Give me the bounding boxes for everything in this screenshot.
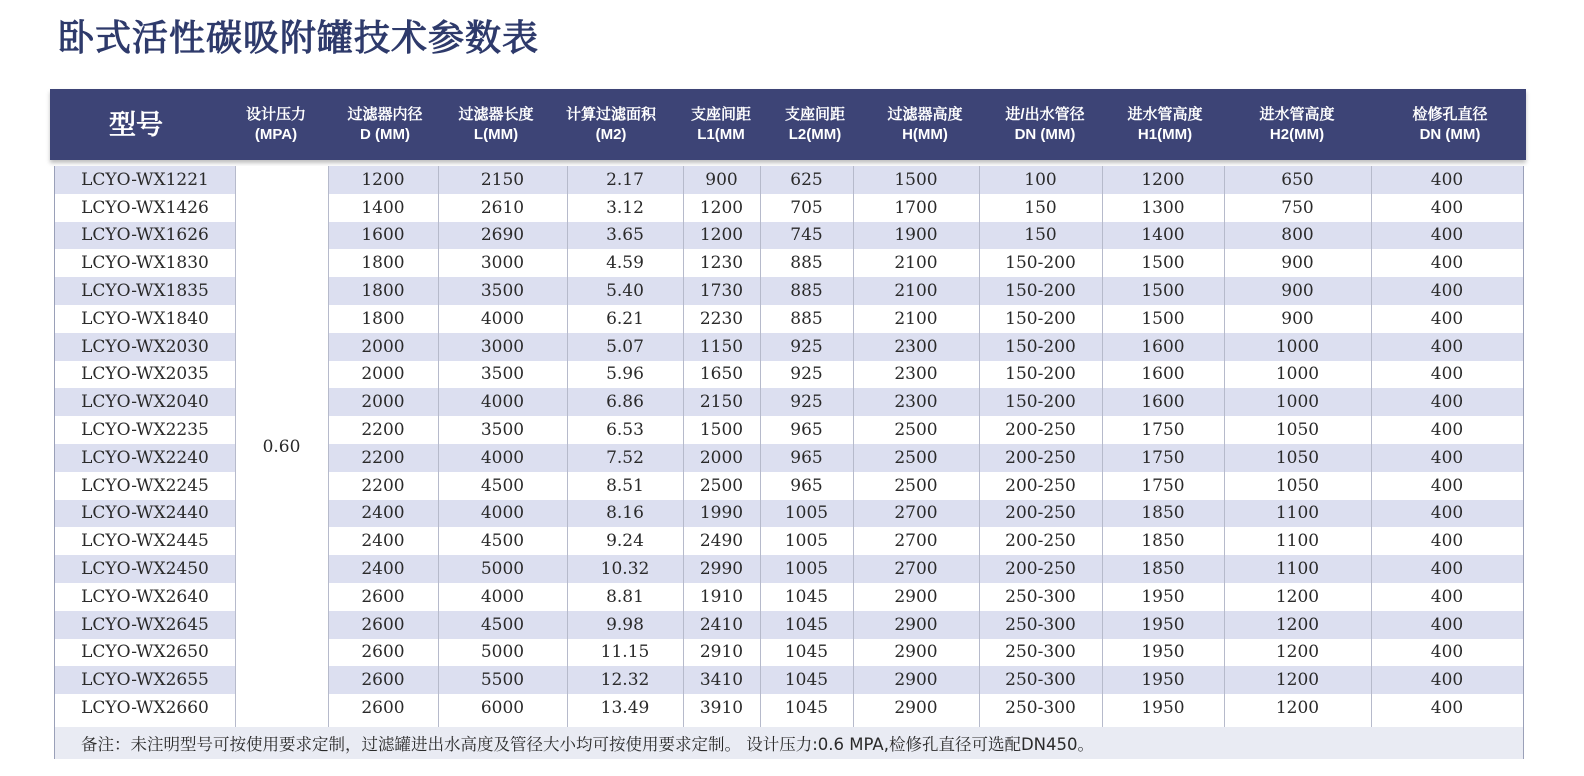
table-cell: 650 [1281,169,1314,190]
table-cell: LCYO-WX2640 [81,586,209,607]
table-cell: 2100 [894,253,938,274]
table-cell: 1045 [784,586,829,607]
header-cell [860,89,990,160]
table-cell: 2600 [361,670,405,691]
table-cell: 1950 [1141,614,1185,635]
table-cell: 5.96 [606,364,644,385]
table-cell: 4000 [480,392,525,413]
table-cell: 2900 [894,614,938,635]
table-cell: 2150 [699,392,744,413]
table-cell: 1500 [1141,253,1185,274]
table-cell: 2500 [894,420,938,441]
table-cell: 4500 [480,531,525,552]
column-divider [1102,166,1103,727]
table-cell: 400 [1430,197,1464,218]
table-cell: 3500 [480,364,525,385]
table-cell: LCYO-WX2040 [81,392,209,413]
table-cell: 1750 [1141,420,1185,441]
table-cell: 400 [1430,392,1464,413]
table-cell: 885 [790,253,823,274]
header-cell [1100,89,1230,160]
table-cell: 5.07 [606,336,644,357]
table-cell: 2500 [894,447,938,468]
table-cell: 1005 [784,559,829,580]
header-line2: L2(MM) [788,125,842,143]
header-line2: H2(MM) [1269,125,1325,143]
table-cell: 150-200 [1005,253,1076,274]
header-line2: DN (MM) [1419,125,1481,143]
table-cell: 400 [1430,670,1464,691]
table-cell: 1800 [361,308,405,329]
header-cell [431,89,561,160]
table-cell: 2700 [894,559,938,580]
table-cell: 1600 [361,225,405,246]
table-cell: 1050 [1275,447,1320,468]
table-cell: 6.53 [606,420,644,441]
table-cell: 965 [790,447,823,468]
table-cell: 1200 [1275,698,1320,719]
table-cell: 12.32 [600,670,650,691]
header-line1: 支座间距 [784,105,845,123]
table-cell: LCYO-WX2235 [81,420,209,441]
table-cell: 1200 [1275,642,1320,663]
table-cell: 200-250 [1005,559,1076,580]
table-cell: 11.15 [600,642,650,663]
table-cell: LCYO-WX2245 [81,475,209,496]
design-pressure-cell: 0.60 [235,166,328,727]
table-cell: 9.24 [606,531,644,552]
table-cell: 3500 [480,420,525,441]
table-cell: 8.51 [606,475,644,496]
table-cell: 2000 [699,447,744,468]
table-cell: 1230 [699,253,744,274]
page-title: 卧式活性碳吸附罐技术参数表 [58,18,540,59]
table-cell: 200-250 [1005,475,1076,496]
table-cell: 2500 [894,475,938,496]
spec-table [54,166,1524,727]
table-cell: 250-300 [1005,670,1076,691]
table-cell: LCYO-WX2035 [81,364,209,385]
table-cell: 1045 [784,642,829,663]
table-cell: LCYO-WX2450 [81,559,209,580]
table-cell: 1200 [1275,586,1320,607]
table-cell: 3000 [480,253,525,274]
table-cell: 100 [1024,169,1057,190]
table-cell: 2700 [894,503,938,524]
table-cell: 900 [1281,308,1314,329]
table-cell: 2000 [361,364,405,385]
table-cell: 150 [1024,197,1057,218]
table-cell: 2600 [361,642,405,663]
table-cell: 13.49 [600,698,650,719]
header-line1: 型号 [109,109,163,140]
table-cell: LCYO-WX2240 [81,447,209,468]
table-cell: 400 [1430,364,1464,385]
table-cell: LCYO-WX1626 [81,225,209,246]
table-cell: 3.12 [606,197,644,218]
table-cell: 1800 [361,281,405,302]
table-cell: LCYO-WX2645 [81,614,209,635]
table-cell: 6.86 [606,392,644,413]
table-cell: LCYO-WX2030 [81,336,209,357]
header-line1: 检修孔直径 [1412,105,1488,123]
table-cell: 1200 [699,225,744,246]
table-cell: LCYO-WX2445 [81,531,209,552]
table-cell: 1950 [1141,670,1185,691]
table-cell: 1000 [1275,364,1320,385]
table-cell: 2230 [699,308,744,329]
table-header [50,89,1526,160]
table-cell: 1100 [1275,503,1320,524]
table-cell: 2000 [361,336,405,357]
table-cell: 1050 [1275,475,1320,496]
table-cell: 1400 [1141,225,1185,246]
table-cell: 4000 [480,503,525,524]
table-cell: 150-200 [1005,308,1076,329]
table-cell: 400 [1430,475,1464,496]
note-text: 备注：未注明型号可按使用要求定制，过滤罐进出水高度及管径大小均可按使用要求定制。 设计压力:0.6 MPA,检修孔直径可选配DN450。 [81,735,1094,754]
table-cell: 925 [790,336,823,357]
table-cell: 4000 [480,447,525,468]
table-cell: 400 [1430,642,1464,663]
table-cell: 4000 [480,308,525,329]
header-line1: 过滤器高度 [887,105,963,123]
table-cell: 200-250 [1005,531,1076,552]
table-cell: 200-250 [1005,447,1076,468]
table-cell: 2500 [699,475,744,496]
table-cell: 400 [1430,447,1464,468]
table-cell: 2700 [894,531,938,552]
table-cell: 10.32 [600,559,650,580]
column-divider [1224,166,1225,727]
table-cell: 2690 [480,225,525,246]
table-cell: 9.98 [606,614,644,635]
table-cell: 2900 [894,586,938,607]
table-cell: 1700 [894,197,938,218]
table-cell: LCYO-WX2655 [81,670,209,691]
table-cell: 2000 [361,392,405,413]
header-line1: 过滤器长度 [458,105,534,123]
table-cell: 400 [1430,225,1464,246]
table-cell: 2400 [361,503,405,524]
table-cell: LCYO-WX1835 [81,281,209,302]
table-cell: 6.21 [606,308,644,329]
table-cell: 400 [1430,281,1464,302]
table-cell: 1800 [361,253,405,274]
table-cell: 150-200 [1005,364,1076,385]
table-cell: 5000 [480,642,525,663]
table-cell: 8.81 [606,586,644,607]
table-cell: 2.17 [606,169,644,190]
table-cell: 2300 [894,336,938,357]
column-divider [853,166,854,727]
table-cell: 400 [1430,614,1464,635]
table-cell: 1100 [1275,531,1320,552]
table-cell: LCYO-WX1221 [81,169,209,190]
table-cell: 965 [790,475,823,496]
table-cell: 4500 [480,475,525,496]
header-cell [1385,89,1515,160]
column-divider [235,166,236,727]
table-cell: 3910 [699,698,744,719]
table-cell: 1200 [361,169,405,190]
table-cell: 2490 [699,531,744,552]
table-cell: 1045 [784,670,829,691]
table-cell: 2900 [894,698,938,719]
column-divider [438,166,439,727]
table-cell: 8.16 [606,503,644,524]
column-divider [979,166,980,727]
table-cell: 965 [790,420,823,441]
table-cell: 1950 [1141,698,1185,719]
table-cell: 400 [1430,698,1464,719]
table-cell: 1300 [1141,197,1185,218]
table-cell: 1050 [1275,420,1320,441]
table-cell: 4000 [480,586,525,607]
table-cell: 1200 [699,197,744,218]
header-line1: 进水管高度 [1259,105,1335,123]
table-cell: 2300 [894,392,938,413]
table-cell: 3.65 [606,225,644,246]
table-cell: 400 [1430,336,1464,357]
table-cell: 2990 [699,559,744,580]
table-cell: 1750 [1141,447,1185,468]
table-cell: 2900 [894,670,938,691]
table-cell: 150-200 [1005,336,1076,357]
table-cell: 925 [790,392,823,413]
table-cell: 900 [1281,281,1314,302]
table-cell: 400 [1430,503,1464,524]
table-cell: 1850 [1141,503,1185,524]
header-line2: H(MM) [902,125,948,143]
table-cell: 1100 [1275,559,1320,580]
table-cell: 250-300 [1005,698,1076,719]
table-cell: 1150 [699,336,744,357]
table-cell: LCYO-WX1426 [81,197,209,218]
table-cell: 5.40 [606,281,644,302]
table-cell: 400 [1430,420,1464,441]
header-line2: H1(MM) [1137,125,1193,143]
table-cell: 4500 [480,614,525,635]
table-cell: 1950 [1141,642,1185,663]
table-cell: 750 [1281,197,1314,218]
table-cell: 900 [705,169,738,190]
table-cell: 5500 [480,670,525,691]
table-cell: 2400 [361,531,405,552]
header-line2: (M2) [595,125,627,143]
table-cell: 7.52 [606,447,644,468]
table-cell: LCYO-WX1840 [81,308,209,329]
header-line2: L(MM) [473,125,519,143]
table-cell: 2900 [894,642,938,663]
header-cell [71,89,201,160]
table-cell: 3410 [699,670,744,691]
table-cell: 2910 [699,642,744,663]
table-cell: 925 [790,364,823,385]
table-cell: 3500 [480,281,525,302]
table-cell: 400 [1430,253,1464,274]
table-cell: 2410 [699,614,744,635]
table-cell: 200-250 [1005,420,1076,441]
header-line1: 进水管高度 [1127,105,1203,123]
header-line2: (MPA) [254,125,298,143]
table-note [54,727,1524,759]
table-cell: 1750 [1141,475,1185,496]
table-cell: 150 [1024,225,1057,246]
table-cell: LCYO-WX2660 [81,698,209,719]
header-cell [1232,89,1362,160]
table-cell: 2600 [361,614,405,635]
table-cell: 150-200 [1005,281,1076,302]
table-cell: 2300 [894,364,938,385]
table-cell: 3000 [480,336,525,357]
table-cell: 1500 [1141,308,1185,329]
table-cell: 2600 [361,698,405,719]
header-line2: DN (MM) [1014,125,1076,143]
table-cell: LCYO-WX2650 [81,642,209,663]
table-cell: 250-300 [1005,614,1076,635]
table-cell: 2200 [361,420,405,441]
table-cell: 1850 [1141,559,1185,580]
table-cell: 200-250 [1005,503,1076,524]
column-divider [760,166,761,727]
table-cell: 400 [1430,531,1464,552]
table-cell: 150-200 [1005,392,1076,413]
column-divider [683,166,684,727]
header-line2: L1(MM [697,125,745,143]
table-cell: 400 [1430,308,1464,329]
table-cell: 625 [790,169,823,190]
table-cell: 900 [1281,253,1314,274]
table-cell: 800 [1281,225,1314,246]
table-cell: 2150 [480,169,525,190]
table-cell: 1200 [1275,670,1320,691]
table-cell: 885 [790,308,823,329]
table-cell: LCYO-WX1830 [81,253,209,274]
table-cell: 6000 [480,698,525,719]
table-cell: 2100 [894,281,938,302]
table-cell: 1000 [1275,392,1320,413]
table-cell: 1500 [894,169,938,190]
table-cell: 1005 [784,503,829,524]
header-line1: 进/出水管径 [1005,105,1085,123]
table-cell: 745 [790,225,823,246]
table-cell: 1200 [1141,169,1185,190]
table-cell: 1950 [1141,586,1185,607]
column-divider [567,166,568,727]
header-cell [980,89,1110,160]
table-cell: 4.59 [606,253,644,274]
table-cell: 1990 [699,503,744,524]
table-cell: 885 [790,281,823,302]
header-line2: D (MM) [360,125,410,143]
header-line1: 支座间距 [690,105,751,123]
header-line1: 过滤器内径 [347,105,423,123]
table-cell: 2600 [361,586,405,607]
header-line1: 设计压力 [245,105,306,123]
table-cell: 400 [1430,559,1464,580]
table-cell: LCYO-WX2440 [81,503,209,524]
table-cell: 1600 [1141,364,1185,385]
table-cell: 1045 [784,614,829,635]
table-cell: 1200 [1275,614,1320,635]
table-cell: 400 [1430,586,1464,607]
table-cell: 1500 [699,420,744,441]
column-divider [1371,166,1372,727]
table-cell: 250-300 [1005,586,1076,607]
header-line1: 计算过滤面积 [565,105,656,123]
table-cell: 1600 [1141,336,1185,357]
table-cell: 1005 [784,531,829,552]
table-cell: 2400 [361,559,405,580]
table-cell: 400 [1430,169,1464,190]
table-cell: 1910 [699,586,744,607]
table-cell: 705 [790,197,823,218]
table-cell: 1650 [699,364,744,385]
table-cell: 1850 [1141,531,1185,552]
table-cell: 2610 [480,197,525,218]
column-divider [328,166,329,727]
table-cell: 2200 [361,447,405,468]
table-cell: 2100 [894,308,938,329]
table-cell: 1900 [894,225,938,246]
table-cell: 1400 [361,197,405,218]
table-cell: 1730 [699,281,744,302]
table-cell: 1600 [1141,392,1185,413]
table-cell: 5000 [480,559,525,580]
table-cell: 1500 [1141,281,1185,302]
table-cell: 250-300 [1005,642,1076,663]
table-cell: 2200 [361,475,405,496]
table-cell: 1045 [784,698,829,719]
table-cell: 1000 [1275,336,1320,357]
